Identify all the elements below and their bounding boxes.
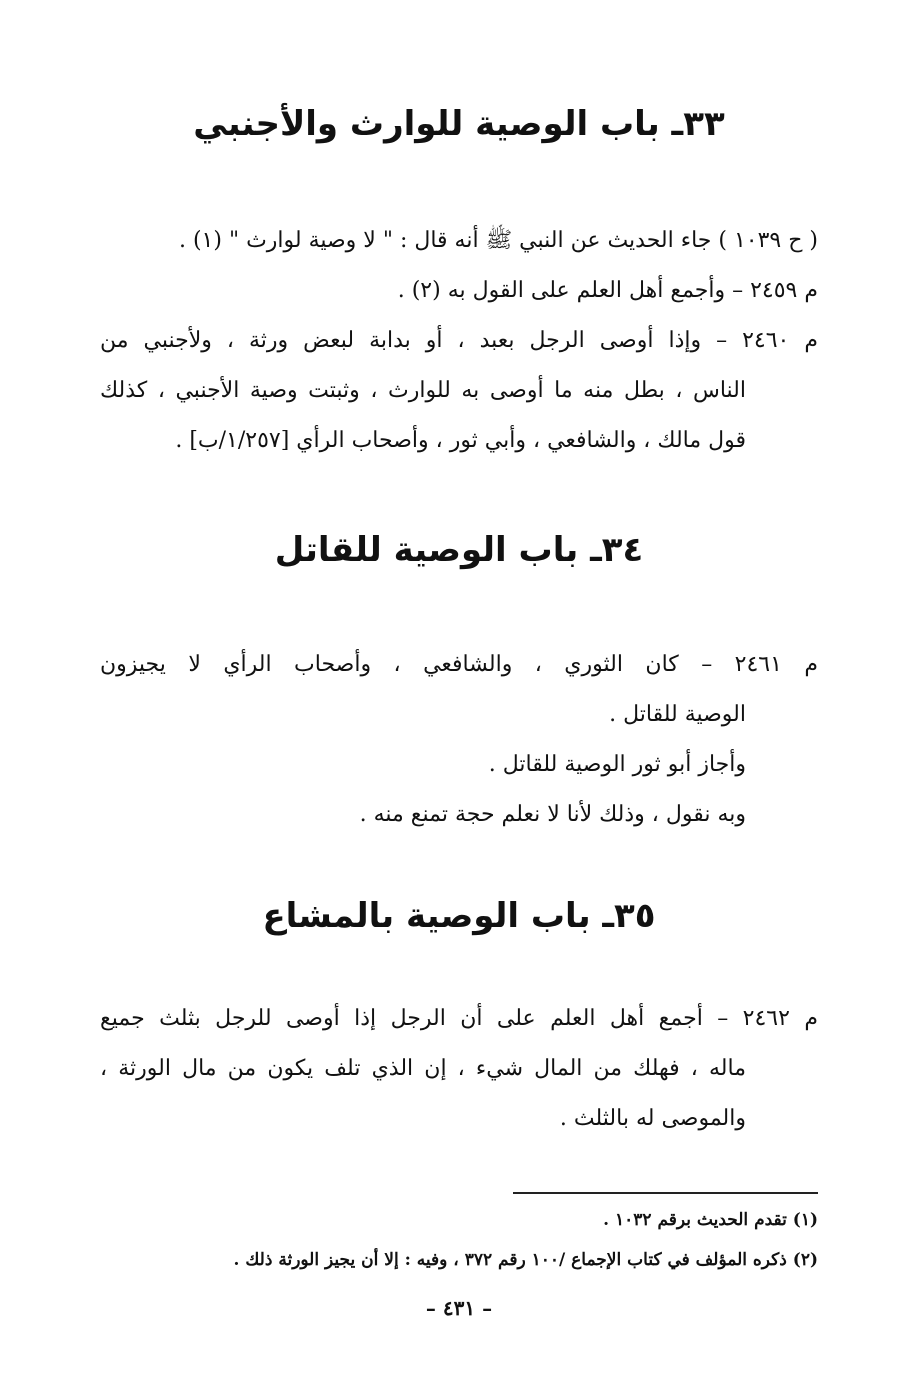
section-33-body	[100, 216, 818, 466]
masala-2462-line-2: ماله ، فهلك من المال شيء ، إن الذي تلف يكون من مال الورثة ،	[100, 1056, 746, 1081]
footnote-separator	[513, 1192, 818, 1194]
masala-2461-line-1: م ٢٤٦١ – كان الثوري ، والشافعي ، وأصحاب الرأي لا يجيزون	[100, 652, 818, 677]
hadith-1039-line: ( ح ١٠٣٩ ) جاء الحديث عن النبي ﷺ أنه قال : " لا وصية لوارث " (١) .	[178, 228, 818, 253]
masala-2460-line-1: م ٢٤٦٠ – وإذا أوصى الرجل بعبد ، أو بدابة لبعض ورثة ، ولأجنبي من	[100, 328, 818, 353]
masala-2461-line-2: الوصية للقاتل .	[609, 702, 746, 727]
footnote-2: (٢) ذكره المؤلف في كتاب الإجماع /١٠٠ رقم ٣٧٢ ، وفيه : إلا أن يجيز الورثة ذلك .	[233, 1250, 818, 1270]
section-34-body	[100, 640, 818, 840]
section-35-heading: ٣٥ـ باب الوصية بالمشاع	[262, 896, 656, 936]
masala-2462-line-1: م ٢٤٦٢ – أجمع أهل العلم على أن الرجل إذا أوصى للرجل بثلث جميع	[100, 1006, 818, 1031]
footnote-1: (١) تقدم الحديث برقم ١٠٣٢ .	[603, 1210, 818, 1230]
masala-2460-line-2: الناس ، بطل منه ما أوصى به للوارث ، وثبتت وصية الأجنبي ، كذلك	[100, 378, 746, 403]
section-34-heading: ٣٤ـ باب الوصية للقاتل	[274, 530, 644, 570]
page-number: – ٤٣١ –	[425, 1296, 493, 1320]
abu-thawr-line: وأجاز أبو ثور الوصية للقاتل .	[488, 752, 746, 777]
masala-2459-line: م ٢٤٥٩ – وأجمع أهل العلم على القول به (٢) .	[397, 278, 818, 303]
section-35-body	[100, 994, 818, 1144]
masala-2462-line-3: والموصى له بالثلث .	[559, 1106, 746, 1131]
masala-2460-line-3: قول مالك ، والشافعي ، وأبي ثور ، وأصحاب الرأي [١/٢٥٧/ب] .	[175, 428, 746, 453]
section-33-heading: ٣٣ـ باب الوصية للوارث والأجنبي	[193, 104, 725, 144]
author-opinion-line: وبه نقول ، وذلك لأنا لا نعلم حجة تمنع منه .	[359, 802, 746, 827]
